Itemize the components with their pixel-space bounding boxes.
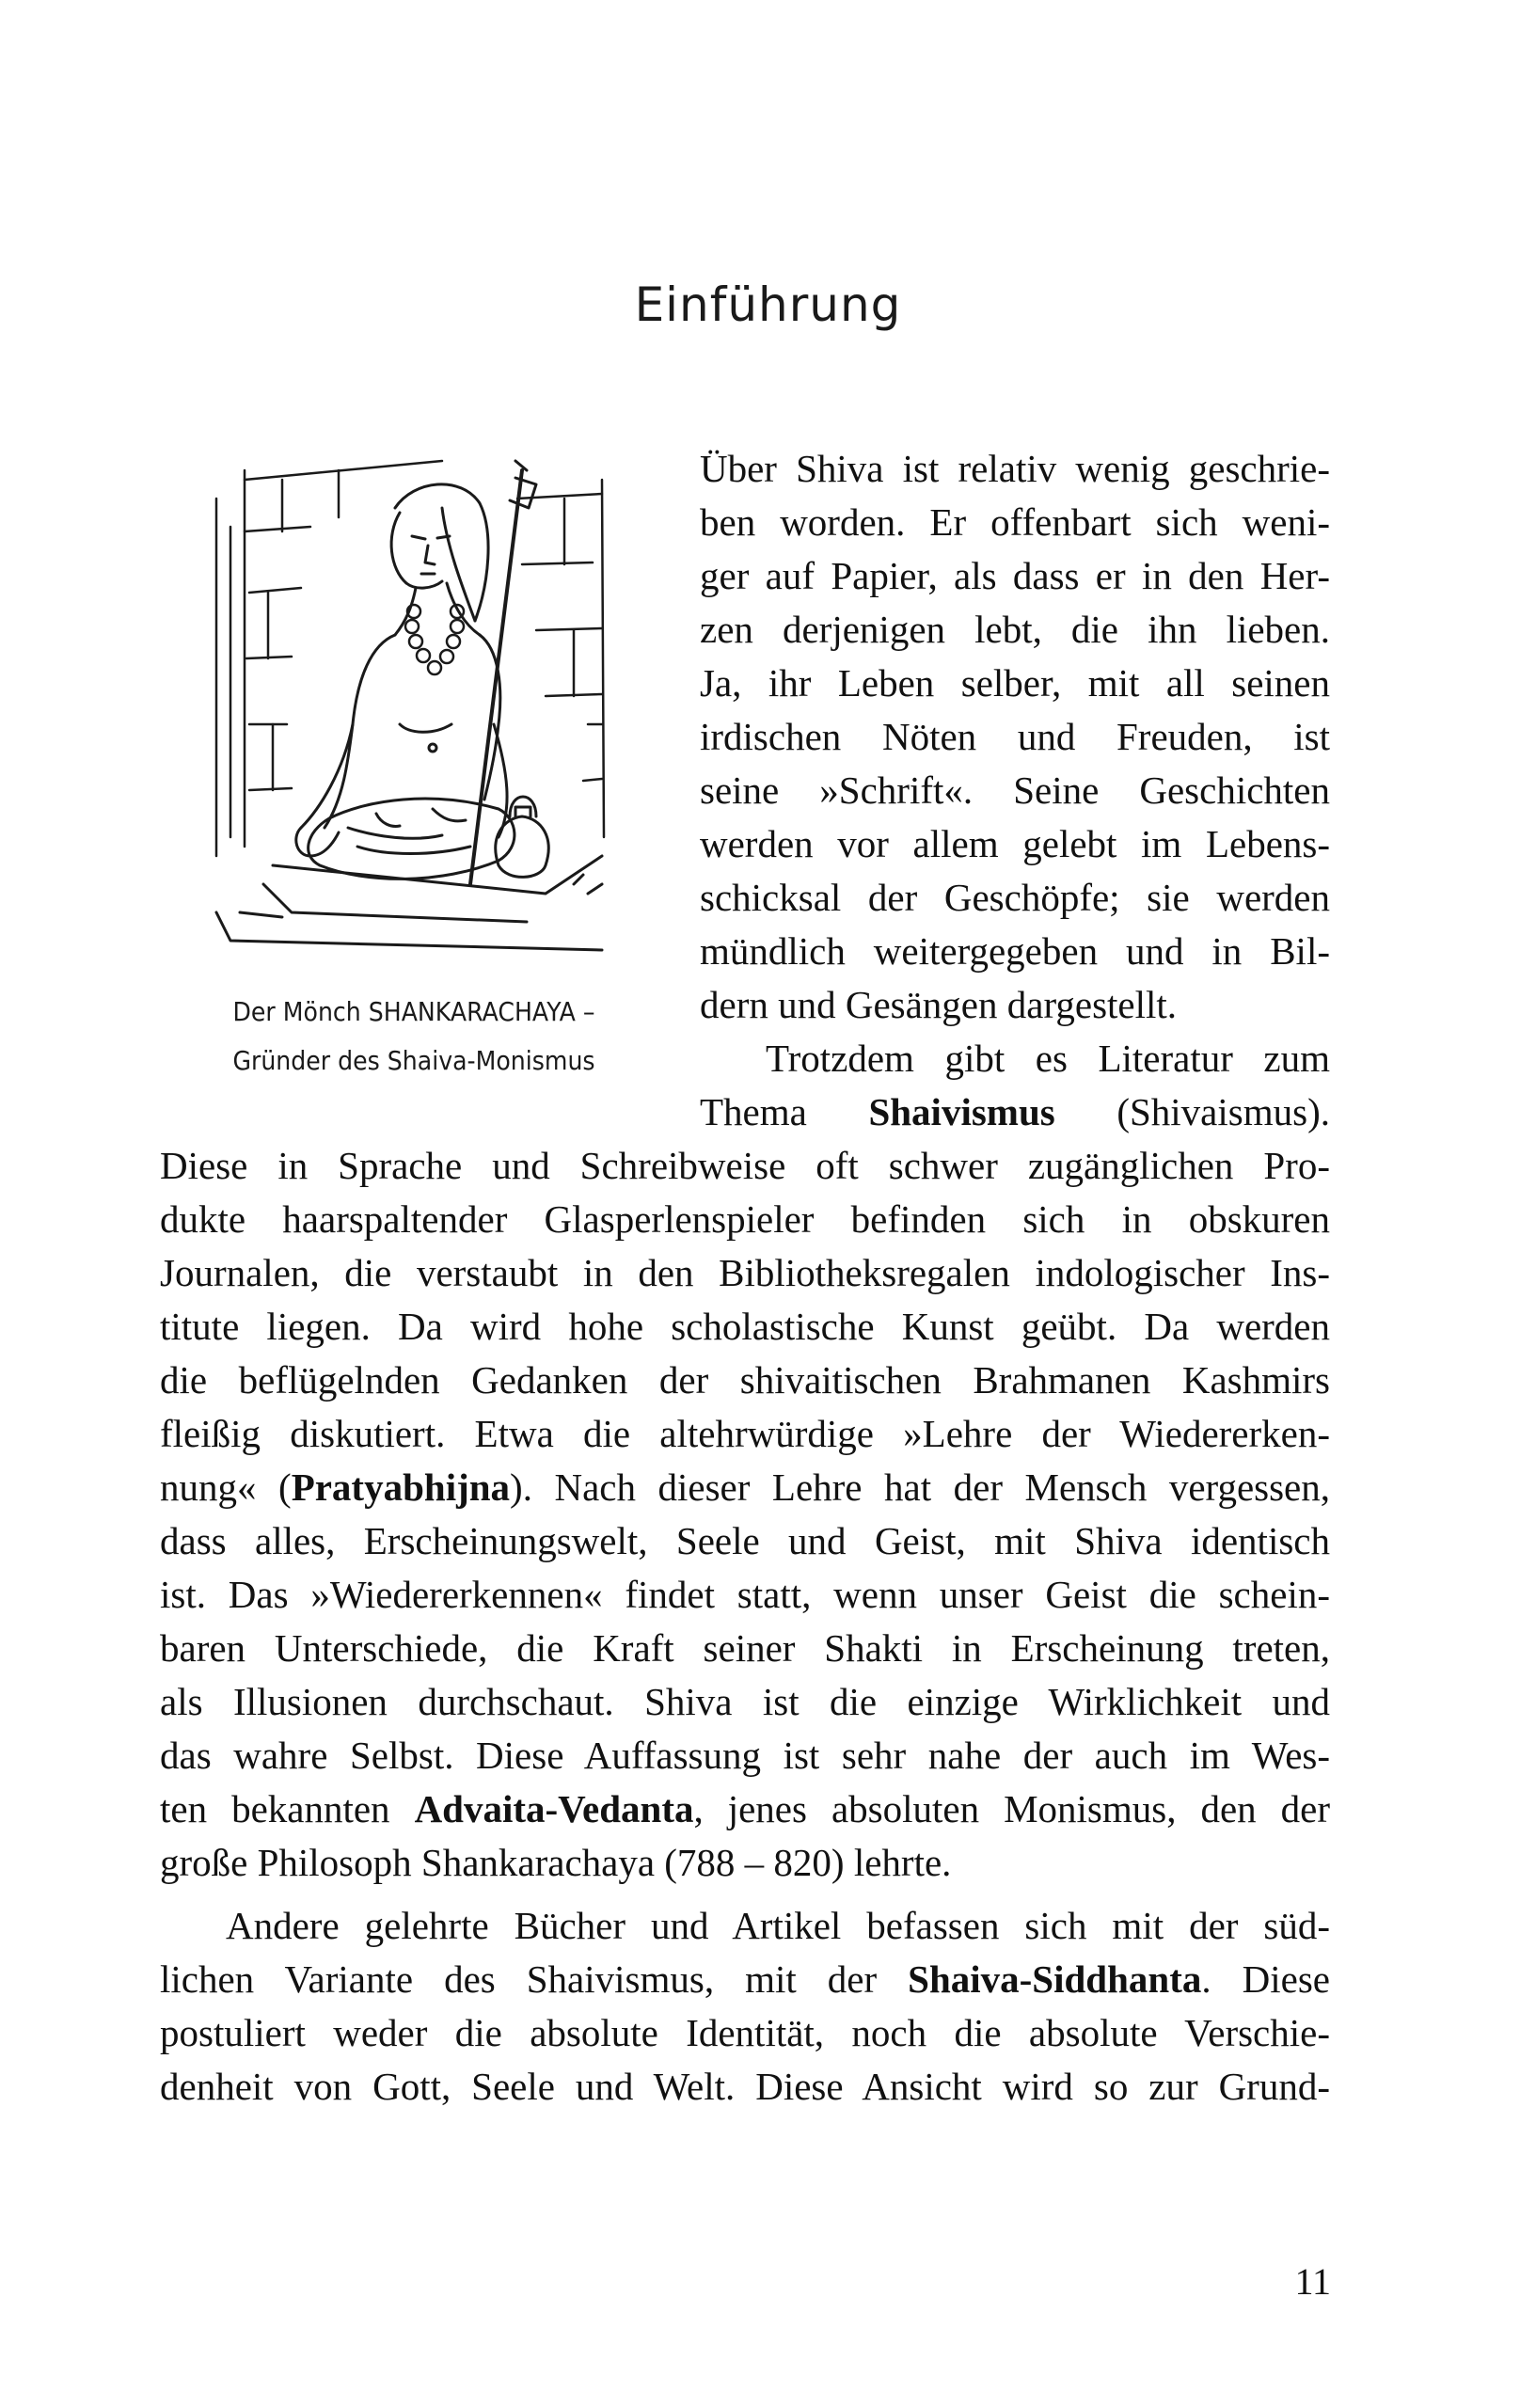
text-line [160,1461,1330,1514]
shankaracharya-illustration-icon [160,442,668,969]
text-line: Trotzdem gibt es Literatur zum [766,1037,1330,1080]
bold-term: Pratyabhijna [291,1465,511,1509]
text-run: , jenes absoluten Monismus, den der [693,1787,1330,1830]
bold-term: Advaita-Vedanta [414,1787,694,1830]
text-line: Andere gelehrte Bücher und Artikel befassen sich mit der süd- [226,1904,1330,1947]
text-line: ben worden. Er offenbart sich weni- [700,500,1330,544]
text-line: dern und Gesängen dargestellt. [700,983,1178,1026]
text-line: werden vor allem gelebt im Lebens- [700,822,1330,865]
text-line: Diese in Sprache und Schreibweise oft schwer zugänglichen Pro- [160,1144,1330,1187]
paragraph-full-width [160,1139,1330,2114]
text-line: denheit von Gott, Seele und Welt. Diese Ansicht wird so zur Grund- [160,2065,1330,2108]
paragraph-right-column [700,442,1330,1139]
text-run: (Shivaismus). [1054,1090,1330,1133]
bold-term: Shaivismus [868,1090,1055,1133]
caption-line: Gründer des Shaiva-Monismus [232,1045,595,1076]
text-run: Thema [700,1090,869,1133]
text-line [700,1085,1330,1139]
text-line: dukte haarspaltender Glasperlenspieler befinden sich in obskuren [160,1197,1330,1241]
text-line: große Philosoph Shankarachaya (788 – 820) lehrte. [160,1841,952,1884]
bold-term: Shaiva-Siddhanta [908,1957,1202,2001]
text-run: . Diese [1201,1957,1330,2001]
text-line: mündlich weitergegeben und in Bil- [700,929,1330,973]
text-line: Ja, ihr Leben selber, mit all seinen [700,661,1330,705]
text-line: titute liegen. Da wird hohe scholastische Kunst geübt. Da werden [160,1305,1330,1348]
chapter-title: Einführung [634,277,902,332]
text-line: ist. Das »Wiedererkennen« findet statt, wenn unser Geist die schein- [160,1573,1330,1616]
text-line: als Illusionen durchschaut. Shiva ist die einzige Wirklichkeit und [160,1680,1330,1723]
text-line: seine »Schrift«. Seine Geschichten [700,768,1330,812]
page-number: 11 [1294,2260,1331,2303]
text-line: ger auf Papier, als dass er in den Her- [700,554,1330,597]
text-line: dass alles, Erscheinungswelt, Seele und Geist, mit Shiva identisch [160,1519,1330,1562]
figure [160,442,668,1076]
caption-line: Der Mönch SHANKARACHAYA – [232,996,595,1027]
text-line: das wahre Selbst. Diese Auffassung ist sehr nahe der auch im Wes- [160,1734,1330,1777]
text-line [160,1953,1330,2006]
text-line: die beflügelnden Gedanken der shivaitischen Brahmanen Kashmirs [160,1358,1330,1402]
text-line: zen derjenigen lebt, die ihn lieben. [700,608,1330,651]
text-line: baren Unterschiede, die Kraft seiner Shakti in Erscheinung treten, [160,1626,1330,1670]
text-run: lichen Variante des Shaivismus, mit der [160,1957,909,2001]
text-line: Journalen, die verstaubt in den Bibliotheksregalen indologischer Ins- [160,1251,1330,1294]
text-line: Über Shiva ist relativ wenig geschrie- [700,447,1330,490]
text-line [160,1782,1330,1836]
figure-caption [185,988,642,1085]
text-line: fleißig diskutiert. Etwa die altehrwürdige »Lehre der Wiedererken- [160,1412,1330,1455]
text-run: nung« ( [160,1465,292,1509]
text-line: irdischen Nöten und Freuden, ist [700,715,1330,758]
text-run: ten bekannten [160,1787,415,1830]
text-line: postuliert weder die absolute Identität, noch die absolute Verschie- [160,2011,1330,2054]
text-line: schicksal der Geschöpfe; sie werden [700,876,1330,919]
text-run: ). Nach dieser Lehre hat der Mensch vergessen, [510,1465,1330,1509]
